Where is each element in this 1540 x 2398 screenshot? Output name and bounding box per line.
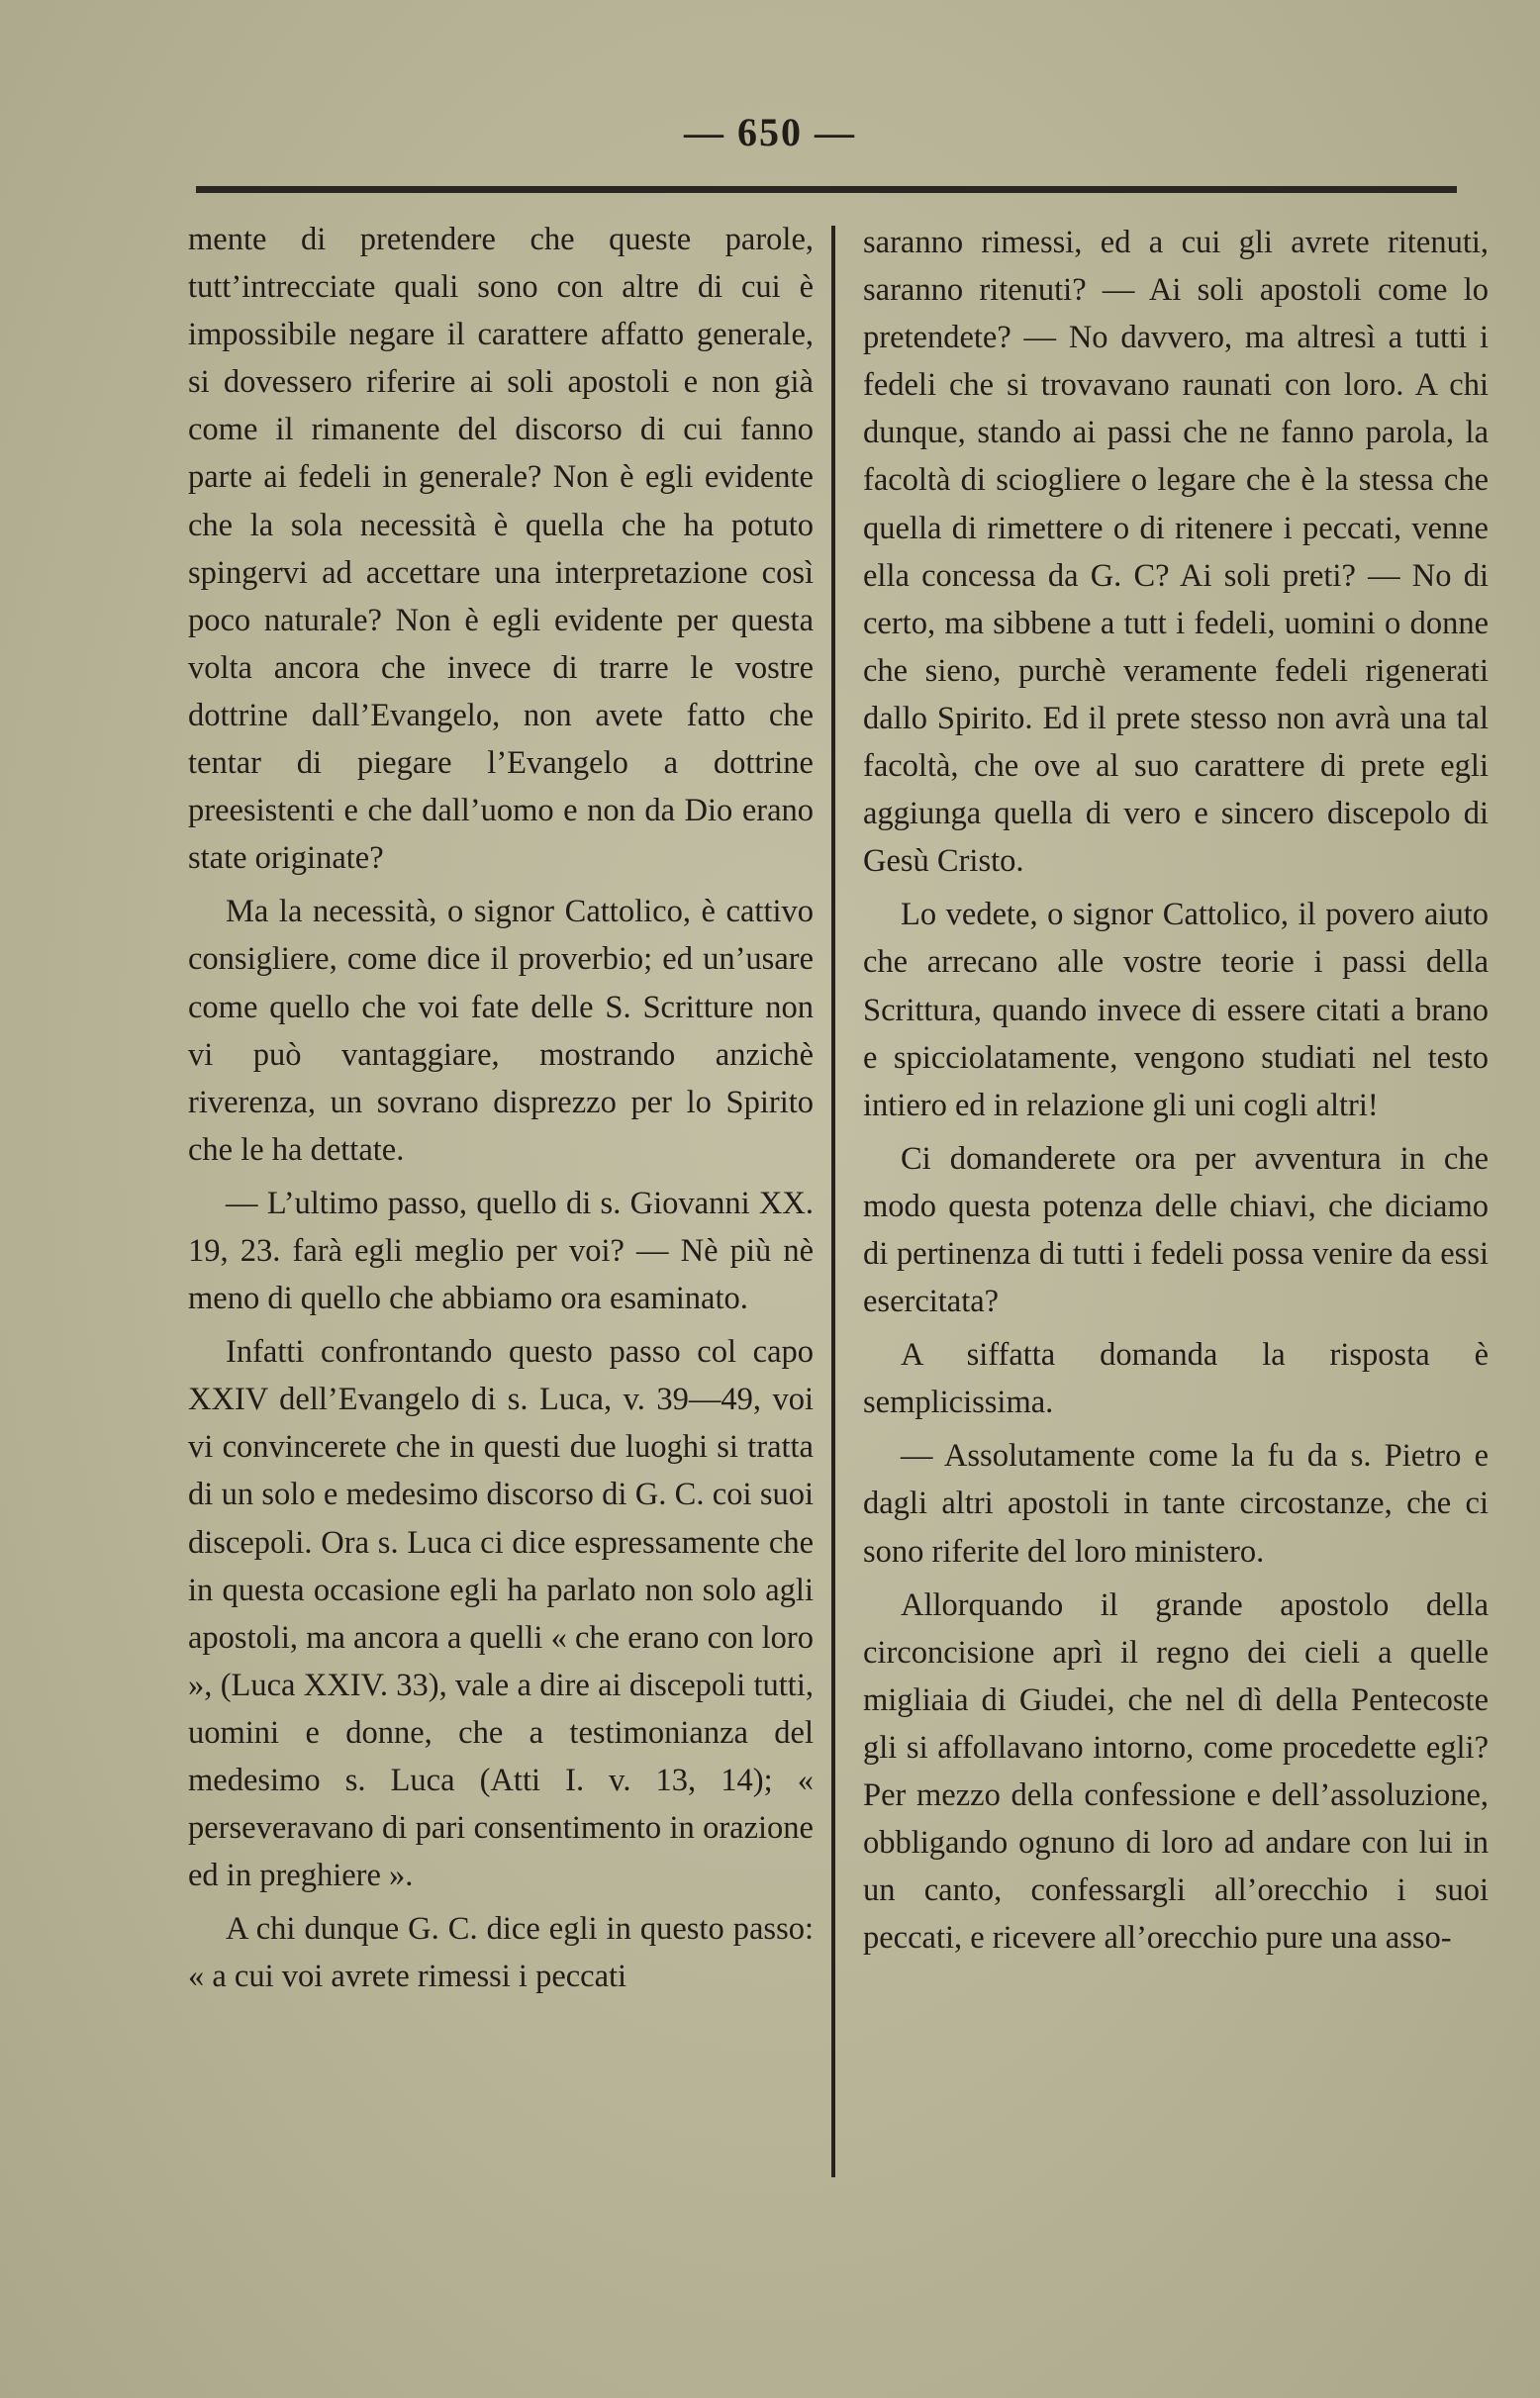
- column-divider: [831, 226, 835, 2177]
- paragraph: Ci domanderete ora per avventura in che modo questa potenza delle chiavi, che diciamo di pertinenza di tutti i fedeli possa venire da essi esercitata?: [863, 1140, 1489, 1320]
- paragraph: — Assolutamente come la fu da s. Pietro e dagli altri apostoli in tante circostanze, che ci sono riferite del loro ministero.: [863, 1438, 1489, 1570]
- page-number: — 650 —: [684, 110, 856, 154]
- paragraph: Lo vedete, o signor Cattolico, il povero aiuto che arrecano alle vostre teorie i passi della Scrittura, quando invece di essere citati a brano e spicciolatamente, vengono studiati nel testo intiero ed in relazione gli uni cogli altri!: [863, 897, 1489, 1123]
- paragraph: mente di pretendere che queste parole, tutt’intrecciate quali sono con altre di cui è impossibile negare il carattere affatto generale, si dovessero riferire ai soli apostoli e non già come il rimanente del discorso di cui fanno parte ai fedeli in generale? Non è egli evidente che la sola necessità è quella che ha potuto spingervi ad accettare una interpretazione così poco naturale? Non è egli evidente per questa volta ancora che invece di trarre le vostre dottrine dall’Evangelo, non avete fatto che tentar di piegare l’Evangelo a dottrine preesistenti e che dall’uomo e non da Dio erano state originate?: [188, 222, 814, 877]
- paragraph: A siffatta domanda la risposta è semplicissima.: [863, 1337, 1489, 1421]
- left-column: [188, 216, 814, 2000]
- paragraph: — L’ultimo passo, quello di s. Giovanni XX. 19, 23. farà egli meglio per voi? — Nè più nè meno di quello che abbiamo ora esaminato.: [188, 1185, 814, 1317]
- paragraph: Allorquando il grande apostolo della circoncisione aprì il regno dei cieli a quelle migliaia di Giudei, che nel dì della Pentecoste gli si affollavano intorno, come procedette egli? Per mezzo della confessione e dell’assoluzione, obbligando ognuno di loro ad andare con lui in un canto, confessargli all’orecchio i suoi peccati, e ricevere all’orecchio pure una asso-: [863, 1586, 1489, 1957]
- paragraph: Infatti confrontando questo passo col capo XXIV dell’Evangelo di s. Luca, v. 39—49, voi vi convincerete che in questi due luoghi si tratta di un solo e medesimo discorso di G. C. coi suoi discepoli. Ora s. Luca ci dice espressamente che in questa occasione egli ha parlato non solo agli apostoli, ma ancora a quelli « che erano con loro », (Luca XXIV. 33), vale a dire ai discepoli tutti, uomini e donne, che a testimonianza del medesimo s. Luca (Atti I. v. 13, 14); « perseveravano di pari consentimento in orazione ed in preghiere ».: [188, 1334, 814, 1894]
- header-rule: [196, 186, 1457, 193]
- paragraph: saranno rimessi, ed a cui gli avrete ritenuti, saranno ritenuti? — Ai soli apostoli come lo pretendete? — No davvero, ma altresì a tutti i fedeli che si trovavano raunati con loro. A chi dunque, stando ai passi che ne fanno parola, la facoltà di sciogliere o legare che è la stessa che quella di rimettere o di ritenere i peccati, venne ella concessa da G. C? Ai soli preti? — No di certo, ma sibbene a tutt i fedeli, uomini o donne che sieno, purchè veramente fedeli rigenerati dallo Spirito. Ed il prete stesso non avrà una tal facoltà, che ove al suo carattere di prete egli aggiunga quella di vero e sincero discepolo di Gesù Cristo.: [863, 225, 1489, 880]
- paragraph: Ma la necessità, o signor Cattolico, è cattivo consigliere, come dice il proverbio; ed un’usare come quello che voi fate delle S. Scritture non vi può vantaggiare, mostrando anzichè riverenza, un sovrano disprezzo per lo Spirito che le ha dettate.: [188, 894, 814, 1168]
- paragraph: A chi dunque G. C. dice egli in questo passo: « a cui voi avrete rimessi i peccati: [188, 1911, 814, 1995]
- right-column: [863, 219, 1489, 1962]
